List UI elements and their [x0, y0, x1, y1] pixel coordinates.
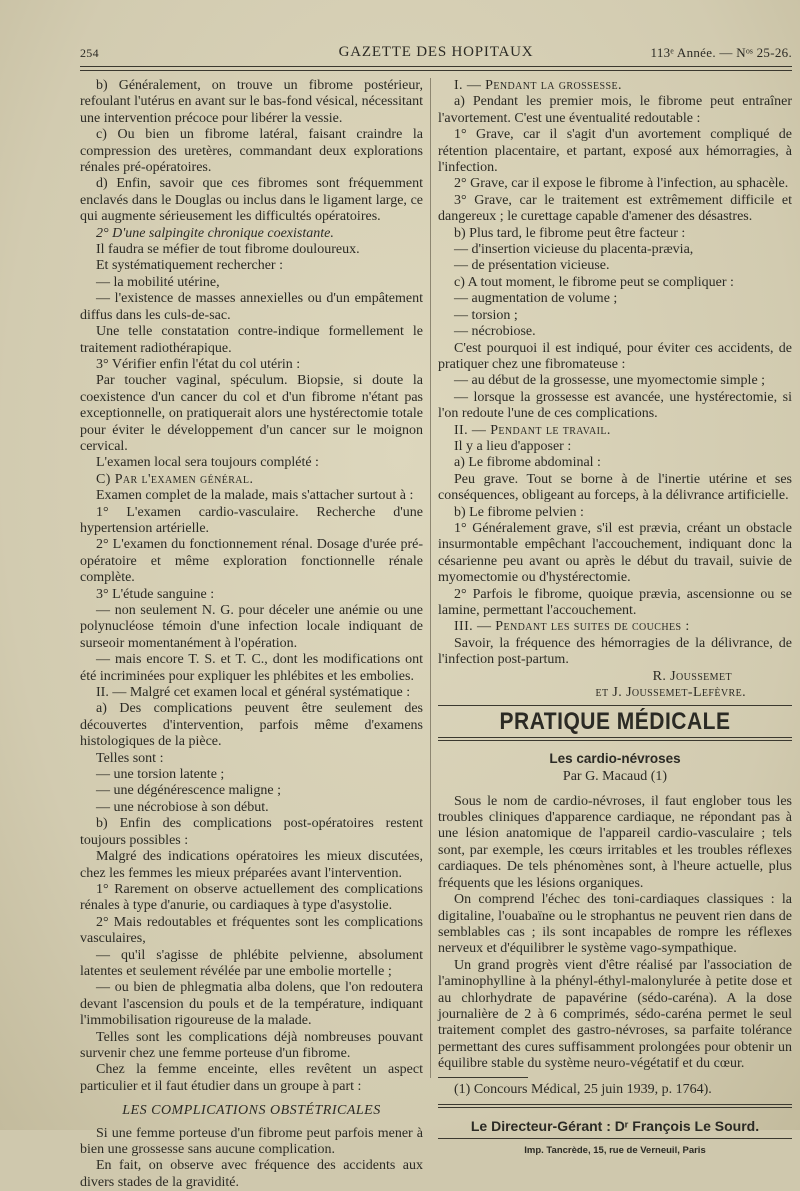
paragraph: — qu'il s'agisse de phlébite pelvienne, absolument latentes et seulement révélée par une embolie mortelle ; [80, 947, 423, 979]
paragraph: Examen complet de la malade, mais s'attacher surtout à : [96, 488, 414, 504]
paragraph: En fait, on observe avec fréquence des accidents aux divers stades de la gravidité. [80, 1158, 423, 1190]
paragraph: 1° Rarement on observe actuellement des complications rénales à type d'anurie, ou cardiaques à type d'asystolie. [80, 881, 423, 914]
subheading: I. — Pendant la grossesse. [454, 78, 622, 93]
column-divider [430, 78, 431, 1078]
paragraph: — l'existence de masses annexielles ou d'un empâtement diffus dans les culs-de-sac. [80, 291, 423, 323]
paragraph: Il y a lieu d'apposer : [454, 438, 572, 454]
paragraph: Un grand progrès vient d'être réalisé par l'association de l'aminophylline à la phényl-éthyl-malonylurée à petite dose et au chlorhydrate de papavérine (sédo-caréna). A la dose journalière de 2 à 6 comprimés, sédo-caréna permet le seul traitement complet des gastro-névroses, sa parfaite tolérance permettant des cures suffisamment prolongées pour obtenir un équilibre stable du système neuro-végétatif et du cœur. [438, 957, 792, 1072]
page-number: 254 [80, 46, 99, 60]
article-author: Par G. Macaud (1) [562, 769, 668, 785]
divider [438, 737, 792, 741]
paragraph: d) Enfin, savoir que ces fibromes sont fréquemment enclavés dans le Douglas ou inclus dans le ligament large, ce qui augmente sérieusement les difficultés opératoires. [80, 176, 423, 225]
issue-info: 113ᵉ Année. — Nᵒˢ 25-26. [650, 45, 792, 60]
paragraph: b) Le fibrome pelvien : [454, 504, 584, 520]
paragraph: Il faudra se méfier de tout fibrome douloureux. [96, 242, 360, 258]
paragraph: — de présentation vicieuse. [454, 258, 610, 274]
printer-line: Imp. Tancrède, 15, rue de Verneuil, Paris [524, 1145, 706, 1157]
paragraph: 3° L'étude sanguine : [96, 586, 215, 602]
divider [438, 1104, 792, 1108]
paragraph: 2° D'une salpingite chronique coexistante. [96, 225, 334, 241]
paragraph: 2° L'examen du fonctionnement rénal. Dosage d'urée pré-opératoire et même exploration fonctionnelle rénale complète. [80, 537, 423, 586]
paragraph: c) A tout moment, le fibrome peut se compliquer : [454, 274, 734, 290]
gerant-line: Le Directeur-Gérant : Dʳ François Le Sourd. [470, 1117, 760, 1134]
article-title: Les cardio-névroses [549, 750, 681, 766]
paragraph: Malgré des indications opératoires les mieux discutées, chez les femmes les mieux préparées avant l'intervention. [80, 849, 423, 881]
paragraph: — la mobilité utérine, [96, 274, 220, 290]
divider [438, 1138, 792, 1139]
paragraph: — mais encore T. S. et T. C., dont les modifications ont été incriminées pour expliquer les phlébites et les embolies. [80, 652, 423, 684]
paragraph: — lorsque la grossesse est avancée, une hystérectomie, si l'on redoute l'une de ces complications. [438, 389, 792, 422]
paragraph: a) Pendant les premier mois, le fibrome peut entraîner l'avortement. C'est une éventualité redoutable : [438, 94, 792, 126]
paragraph: Par toucher vaginal, spéculum. Biopsie, si doute la coexistence d'un cancer du col et d'un fibrome n'étant pas exceptionnelle, on pratiquerait alors une hystérectomie totale pour éviter le développement d'un cancer sur le moignon cervical. [80, 373, 423, 454]
left-column [80, 78, 423, 1191]
paragraph: — non seulement N. G. pour déceler une anémie ou une polynucléose témoin d'une infection locale indiquant de surseoir momentanément à l'opération. [80, 603, 423, 651]
paragraph: b) Enfin des complications post-opératoires restent toujours possibles : [80, 816, 423, 848]
footnote-rule [438, 1077, 528, 1078]
subheading: II. — Pendant le travail. [454, 422, 611, 438]
paragraph: — d'insertion vicieuse du placenta-prævia, [454, 242, 694, 258]
paragraph: — une dégénérescence maligne ; [96, 783, 282, 799]
divider [438, 705, 792, 706]
paragraph: — une nécrobiose à son début. [96, 799, 269, 815]
paragraph: 2° Mais redoutables et fréquentes sont les complications vasculaires, [80, 914, 423, 947]
author-signature: R. Joussemet [652, 668, 732, 684]
paragraph: Peu grave. Tout se borne à de l'inertie utérine et ses conséquences, obligeant au forceps, à la délivrance artificielle. [438, 471, 792, 504]
paragraph: C'est pourquoi il est indiqué, pour éviter ces accidents, de pratiquer chez une fibromateuse : [438, 340, 792, 372]
paragraph: Sous le nom de cardio-névroses, il faut englober tous les troubles cliniques d'apparence cardiaque, ne répondant pas à une lésion anatomique de l'appareil cardio-vasculaire ; tels sont, par exemple, les cœurs irritables et les troubles réflexes cardiaques. De tels phénomènes sont, à l'heure actuelle, plus fréquents que les lésions organiques. [438, 793, 792, 891]
paragraph: c) Ou bien un fibrome latéral, faisant craindre la compression des uretères, commandant deux explorations rénales pré-opératoires. [80, 127, 423, 176]
paragraph: — une torsion latente ; [96, 767, 225, 783]
header-rule [80, 66, 792, 71]
journal-title: GAZETTE DES HOPITAUX [338, 44, 534, 60]
paragraph: — au début de la grossesse, une myomectomie simple ; [454, 373, 766, 389]
paragraph: On comprend l'échec des toni-cardiaques classiques : la digitaline, l'ouabaïne ou le strophantus ne peuvent rien dans de semblables cas ; ils sont incapables de rompre les réflexes nerveux et d'équilibrer le système vago-sympathique. [438, 892, 792, 957]
paragraph: — augmentation de volume ; [454, 291, 618, 307]
paragraph: 1° L'examen cardio-vasculaire. Recherche d'une hypertension artérielle. [80, 504, 423, 536]
paragraph: 2° Grave, car il expose le fibrome à l'infection, au sphacèle. [454, 176, 789, 192]
paragraph: II. — Malgré cet examen local et général systématique : [96, 685, 411, 701]
paragraph: a) Le fibrome abdominal : [454, 455, 601, 471]
paragraph: Chez la femme enceinte, elles revêtent un aspect particulier et il faut étudier dans un groupe à part : [80, 1062, 423, 1094]
page-header [80, 42, 792, 64]
subheading: C) Par l'examen général. [96, 471, 254, 487]
paragraph: 1° Grave, car il s'agit d'un avortement compliqué de rétention placentaire, et partant, exposé aux hémorragies, à l'infection. [438, 127, 792, 176]
author-signature: et J. Joussemet-Lefèvre. [595, 685, 746, 701]
paragraph: 3° Vérifier enfin l'état du col utérin : [96, 356, 301, 372]
paragraph: Savoir, la fréquence des hémorragies de la délivrance, de l'infection post-partum. [438, 635, 792, 668]
paragraph: — nécrobiose. [454, 324, 536, 340]
paragraph: Telles sont les complications déjà nombreuses pouvant survenir chez une femme porteuse d'un fibrome. [80, 1029, 423, 1061]
paragraph: Si une femme porteuse d'un fibrome peut parfois mener à bien une grossesse sans aucune complication. [80, 1125, 423, 1157]
right-column [438, 78, 792, 1160]
paragraph: b) Généralement, on trouve un fibrome postérieur, refoulant l'utérus en avant sur le bas-fond vésical, nécessitant une intervention précoce pour libérer la vessie. [80, 78, 423, 126]
section-heading: LES COMPLICATIONS OBSTÉTRICALES [122, 1103, 381, 1119]
paragraph: Telles sont : [96, 750, 164, 766]
footnote: (1) Concours Médical, 25 juin 1939, p. 1764). [454, 1081, 712, 1097]
paragraph: a) Des complications peuvent être seulement des découvertes d'intervention, parfois même d'examens histologiques de la pièce. [80, 701, 423, 750]
paragraph: 1° Généralement grave, s'il est prævia, créant un obstacle insurmontable empêchant l'accouchement, indiquant donc la césarienne peu avant ou après le début du travail, suivie de myomectomie ou d'hystérectomie. [438, 520, 792, 586]
section-title: PRATIQUE MÉDICALE [499, 708, 731, 736]
paragraph: — torsion ; [454, 307, 518, 323]
paragraph: L'examen local sera toujours complété : [96, 455, 319, 471]
paragraph: — ou bien de phlegmatia alba dolens, que l'on redoutera devant l'ascension du pouls et de la température, indiquant l'immobilisation rigoureuse de la malade. [80, 980, 423, 1029]
paragraph: b) Plus tard, le fibrome peut être facteur : [454, 225, 686, 241]
paragraph: Et systématiquement rechercher : [96, 258, 283, 274]
subheading: III. — Pendant les suites de couches : [454, 619, 690, 635]
paragraph: 2° Parfois le fibrome, quoique prævia, ascensionne ou se lamine, permettant l'accouchement. [438, 586, 792, 618]
paragraph: 3° Grave, car le traitement est extrêmement difficile et dangereux ; le curettage capable d'amener des désastres. [438, 192, 792, 225]
paragraph: Une telle constatation contre-indique formellement le traitement radiothérapique. [80, 324, 423, 356]
